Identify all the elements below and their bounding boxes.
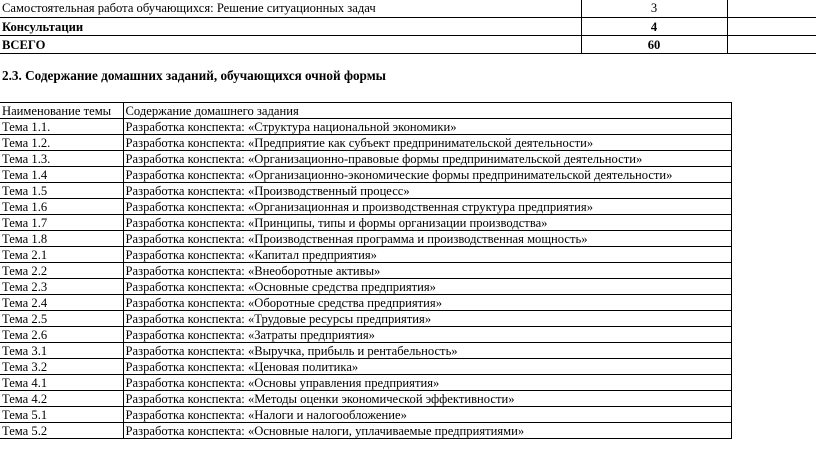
table-row	[0, 391, 731, 407]
content-cell: Разработка конспекта: «Внеоборотные активы»	[123, 263, 731, 279]
content-cell: Разработка конспекта: «Производственный процесс»	[123, 183, 731, 199]
content-cell: Разработка конспекта: «Принципы, типы и формы организации производства»	[123, 215, 731, 231]
content-cell: Разработка конспекта: «Производственная программа и производственная мощность»	[123, 231, 731, 247]
content-cell: Разработка конспекта: «Основные средства предприятия»	[123, 279, 731, 295]
topic-cell: Тема 4.1	[0, 375, 123, 391]
table-row	[0, 295, 731, 311]
table-row	[0, 343, 731, 359]
table-row	[0, 135, 731, 151]
header-topic: Наименование темы	[0, 103, 123, 119]
table-row	[0, 359, 731, 375]
content-cell: Разработка конспекта: «Методы оценки экономической эффективности»	[123, 391, 731, 407]
topic-cell: Тема 1.3.	[0, 151, 123, 167]
content-cell: Разработка конспекта: «Основные налоги, уплачиваемые предприятиями»	[123, 423, 731, 439]
topic-cell: Тема 5.2	[0, 423, 123, 439]
table-row	[0, 375, 731, 391]
topic-cell: Тема 1.6	[0, 199, 123, 215]
topic-cell: Тема 2.6	[0, 327, 123, 343]
topic-cell: Тема 1.1.	[0, 119, 123, 135]
table-row	[0, 183, 731, 199]
content-cell: Разработка конспекта: «Организационно-экономические формы предпринимательской деятельности»	[123, 167, 731, 183]
topic-cell: Тема 2.3	[0, 279, 123, 295]
topic-cell: Тема 2.4	[0, 295, 123, 311]
summary-label: ВСЕГО	[0, 36, 581, 54]
table-row	[0, 119, 731, 135]
summary-hours: 60	[581, 36, 727, 54]
topic-cell: Тема 1.8	[0, 231, 123, 247]
table-row	[0, 167, 731, 183]
hours-summary-table	[0, 0, 816, 54]
content-cell: Разработка конспекта: «Трудовые ресурсы предприятия»	[123, 311, 731, 327]
table-row	[0, 263, 731, 279]
topic-cell: Тема 3.2	[0, 359, 123, 375]
topic-cell: Тема 1.2.	[0, 135, 123, 151]
content-cell: Разработка конспекта: «Основы управления предприятия»	[123, 375, 731, 391]
homework-table-body	[0, 119, 731, 439]
summary-empty-cell	[727, 18, 816, 36]
summary-hours: 3	[581, 0, 727, 18]
table-row	[0, 199, 731, 215]
summary-row-independent-work	[0, 0, 816, 18]
topic-cell: Тема 1.7	[0, 215, 123, 231]
section-heading: 2.3. Содержание домашних заданий, обучающихся очной формы	[2, 68, 386, 83]
content-cell: Разработка конспекта: «Организационная и производственная структура предприятия»	[123, 199, 731, 215]
table-row	[0, 279, 731, 295]
table-row	[0, 407, 731, 423]
content-cell: Разработка конспекта: «Структура национальной экономики»	[123, 119, 731, 135]
topic-cell: Тема 2.1	[0, 247, 123, 263]
topic-cell: Тема 2.2	[0, 263, 123, 279]
table-row	[0, 215, 731, 231]
topic-cell: Тема 3.1	[0, 343, 123, 359]
content-cell: Разработка конспекта: «Предприятие как субъект предпринимательской деятельности»	[123, 135, 731, 151]
topic-cell: Тема 1.5	[0, 183, 123, 199]
summary-row-total	[0, 36, 816, 54]
table-row	[0, 311, 731, 327]
summary-empty-cell	[727, 36, 816, 54]
summary-empty-cell	[727, 0, 816, 18]
content-cell: Разработка конспекта: «Затраты предприятия»	[123, 327, 731, 343]
content-cell: Разработка конспекта: «Налоги и налогообложение»	[123, 407, 731, 423]
header-content: Содержание домашнего задания	[123, 103, 731, 119]
table-row	[0, 247, 731, 263]
topic-cell: Тема 2.5	[0, 311, 123, 327]
summary-row-consultations	[0, 18, 816, 36]
topic-cell: Тема 5.1	[0, 407, 123, 423]
table-row	[0, 327, 731, 343]
content-cell: Разработка конспекта: «Выручка, прибыль и рентабельность»	[123, 343, 731, 359]
topic-cell: Тема 1.4	[0, 167, 123, 183]
table-row	[0, 151, 731, 167]
topic-cell: Тема 4.2	[0, 391, 123, 407]
summary-hours: 4	[581, 18, 727, 36]
content-cell: Разработка конспекта: «Капитал предприятия»	[123, 247, 731, 263]
summary-label: Самостоятельная работа обучающихся: Решение ситуационных задач	[0, 0, 581, 18]
homework-table	[0, 102, 732, 439]
content-cell: Разработка конспекта: «Организационно-правовые формы предпринимательской деятельности»	[123, 151, 731, 167]
content-cell: Разработка конспекта: «Оборотные средства предприятия»	[123, 295, 731, 311]
summary-label: Консультации	[0, 18, 581, 36]
content-cell: Разработка конспекта: «Ценовая политика»	[123, 359, 731, 375]
homework-table-header	[0, 103, 731, 119]
table-row	[0, 231, 731, 247]
table-row	[0, 423, 731, 439]
